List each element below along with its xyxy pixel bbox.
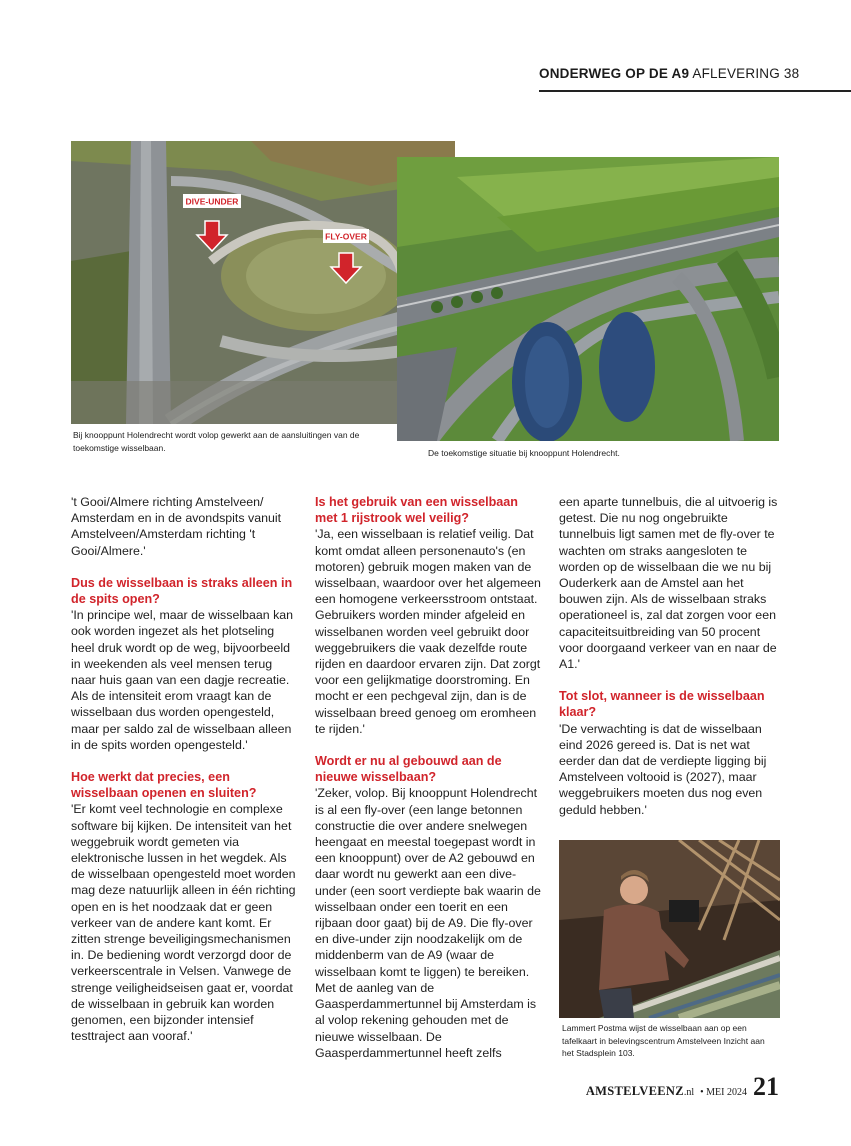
article-column-2 — [315, 494, 543, 1061]
paragraph: 't Gooi/Almere richting Amstelveen/ Amsterdam en in de avondspits vanuit Amstelveen/Amsterdam richting 't Gooi/Almere.' — [71, 495, 282, 558]
photo-future-situation — [397, 157, 779, 441]
page-footer — [586, 1074, 779, 1100]
series-title: ONDERWEG OP DE A9 — [539, 66, 690, 81]
question-heading: Tot slot, wanneer is de wisselbaan klaar? — [559, 689, 765, 720]
question-heading: Is het gebruik van een wisselbaan met 1 rijstrook wel veilig? — [315, 495, 518, 526]
svg-text:FLY-OVER: FLY-OVER — [325, 231, 367, 242]
paragraph: 'Er komt veel technologie en complexe software bij kijken. De intensiteit van het weggebruik wordt gemeten via elektronische lussen in het wegdek. Als de wisselbaan opengesteld moet worden mag deze natuurlijk alleen in één richting open en is het noodzaak dat er geen verkeer van de andere kant komt. Er zitten strenge beveiligingsmechanismen in. De bediening wordt verzorgd door de verkeerscentrale in Velsen. Vanwege de strenge veiligheidseisen gaat er, voordat de wisselbaan in gebruik kan worden genomen, een bijzonder intensief testtraject aan vooraf.' — [71, 802, 296, 1044]
article-column-3 — [559, 494, 781, 818]
running-header — [539, 66, 839, 81]
page-number: 21 — [753, 1072, 779, 1101]
svg-text:DIVE-UNDER: DIVE-UNDER — [185, 196, 239, 207]
photo-caption: De toekomstige situatie bij knooppunt Holendrecht. — [428, 448, 620, 458]
photo-lammert-postma — [559, 840, 780, 1018]
paragraph: een aparte tunnelbuis, die al uitvoerig is getest. Die nu nog ongebruikte tunnelbuis ligt samen met de fly-over te wachten om straks aangesloten te worden op de wisselbaan die we nu bij Ouderkerk aan de Amstel aan het bouwen zijn. Als de wisselbaan straks operationeel is, zal dat zorgen voor een capaciteitsuitbreiding van 50 procent voor doorgaand verkeer van en naar de A1.' — [559, 495, 778, 672]
article-column-1 — [71, 494, 299, 1045]
question-heading: Wordt er nu al gebouwd aan de nieuwe wisselbaan? — [315, 754, 502, 785]
issue-date: • MEI 2024 — [700, 1087, 747, 1098]
photo-caption: Bij knooppunt Holendrecht wordt volop gewerkt aan de aansluitingen van de toekomstige wisselbaan. — [73, 430, 360, 453]
photo-caption: Lammert Postma wijst de wisselbaan aan op een tafelkaart in belevingscentrum Amstelveen Inzicht aan het Stadsplein 103. — [562, 1023, 765, 1058]
header-rule — [539, 90, 851, 92]
paragraph: 'In principe wel, maar de wisselbaan kan ook worden ingezet als het plotseling heel druk wordt op de weg, bijvoorbeeld in weekenden als veel mensen terug naar huis gaan van een dagje recreatie. Als de intensiteit erom vraagt kan de wisselbaan dus worden opengesteld, maar per saldo zal de wisselbaan alleen in de spits worden opengesteld.' — [71, 608, 294, 752]
question-heading: Hoe werkt dat precies, een wisselbaan openen en sluiten? — [71, 770, 257, 801]
paragraph: 'Ja, een wisselbaan is relatief veilig. Dat komt omdat alleen personenauto's (en motoren) gebruik mogen maken van de wisselbaan, waardoor over het algemeen een homogene verkeersstroom ontstaat. Gebruikers worden minder afgeleid en wisselbanen worden veel gebruikt door weggebruikers die vaak dezelfde route rijden en daardoor ervaren zijn. Dat zorgt voor een gelijkmatige doorstroming. En mocht er een pechgeval zijn, dan is de wisselbaan breed genoeg om eromheen te rijden.' — [315, 527, 541, 736]
brand-logo: AMSTELVEENZ.nl — [585, 1084, 695, 1098]
question-heading: Dus de wisselbaan is straks alleen in de spits open? — [71, 575, 293, 607]
episode-label: AFLEVERING 38 — [692, 66, 800, 81]
paragraph: 'Zeker, volop. Bij knooppunt Holendrecht is al een fly-over (een lange betonnen constructie die over andere snelwegen heengaat en meestal toegepast wordt in een knooppunt) over de A2 gebouwd en daar wordt nu gewerkt aan een dive-under (een soort verdiepte bak waarin de wisselbaan onder een toerit en een rijbaan door gaat) bij de A9. Die fly-over en dive-under zijn noodzakelijk om de middenberm van de A9 (waar de wisselbaan komt te liggen) te bereiken. Met de aanleg van de Gaasperdammertunnel bij Amsterdam is al volop rekening gehouden met de nieuwe wisselbaan. De Gaasperdammertunnel heeft zelfs — [315, 786, 541, 1060]
paragraph: 'De verwachting is dat de wisselbaan eind 2026 gereed is. Dat is net wat eerder dan dat de verdiepte ligging bij Amstelveen voltooid is (2027), maar weggebruikers moeten dus nog even geduld hebben.' — [559, 721, 767, 817]
